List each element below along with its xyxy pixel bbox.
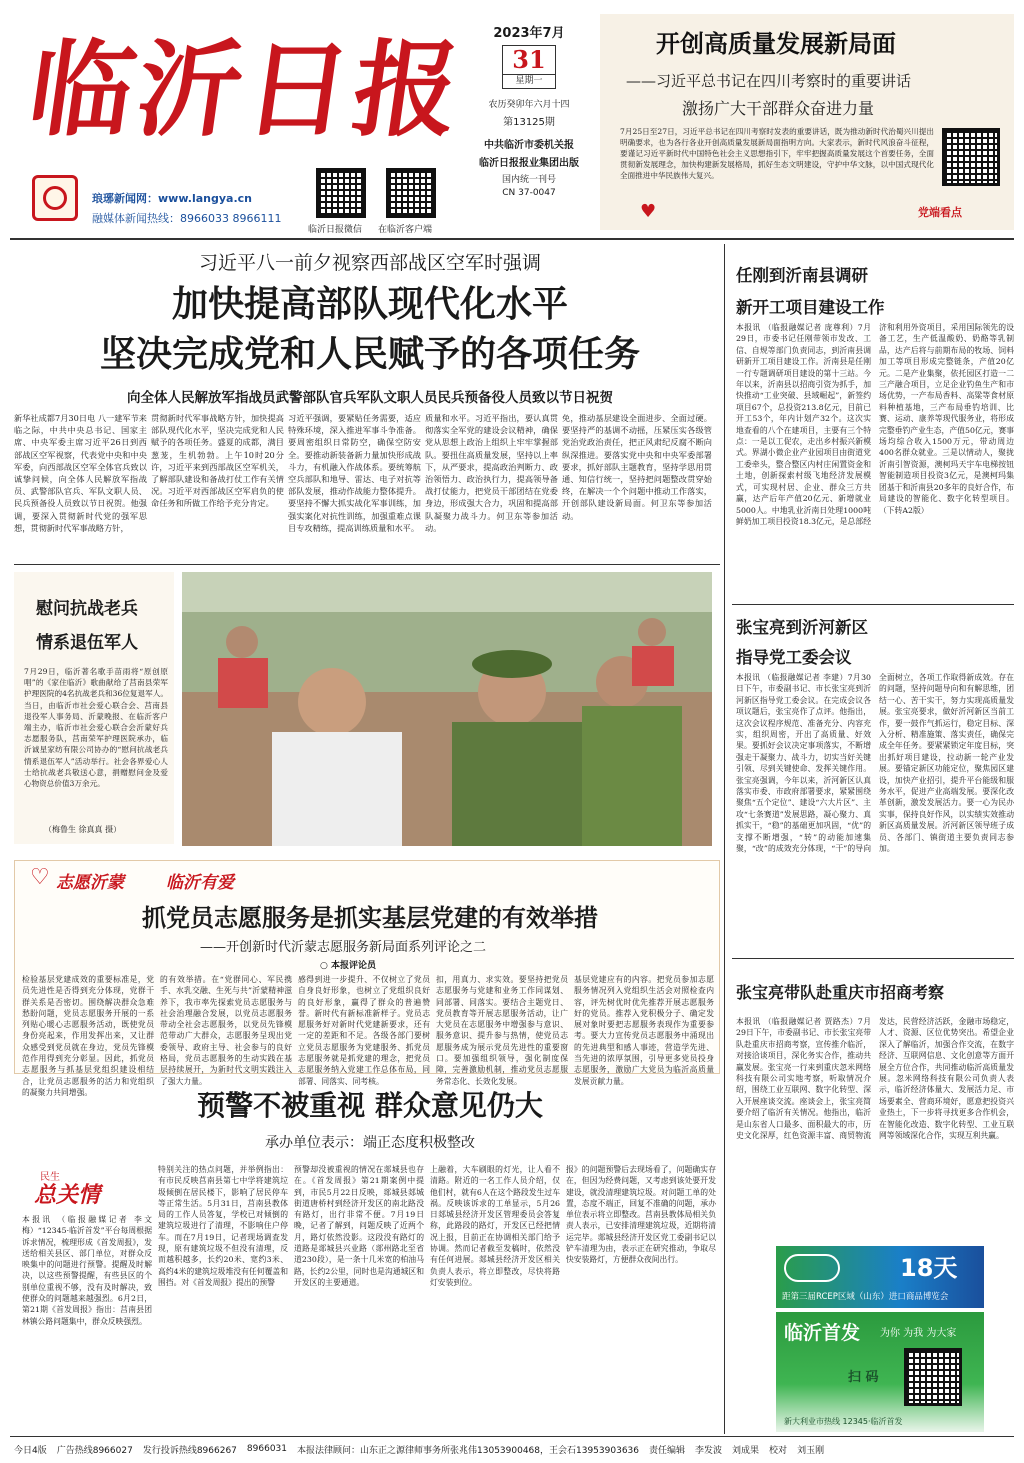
- footer-proofreader: 刘玉刚: [797, 1445, 825, 1456]
- rcep-ad-logo: [784, 1254, 840, 1282]
- commentary-subtitle: ——开创新时代沂蒙志愿服务新局面系列评论之二: [200, 940, 487, 955]
- right2-divider: [732, 958, 1014, 959]
- lead-title1[interactable]: 加快提高部队现代化水平: [171, 284, 568, 325]
- footer-legal-counsel: 本报法律顾问：山东正之源律师事务所张兆伟13053900468，王会石13953903636: [297, 1445, 639, 1456]
- top-feature-sub1: ——习近平总书记在四川考察时的重要讲话: [626, 72, 912, 90]
- right1-title2[interactable]: 新开工项目建设工作: [736, 298, 885, 317]
- bottom-col5: 报》的问题预警后去现场看了，问题确实存在，但因为经费问题，又考虑到该处要开发建设，就没清理建筑垃圾。对问题工单的处置，态度不端正，回复不准确的问题，承办单位表示将立即整改。莒南县教体局相关负责人表示，已安排清理建筑垃圾，近期将清运完毕。郯城县经济开发区党工委副书记以铲车清理为由，表示正在研究推动，争取尽快安装路灯，方便群众夜间出行。: [566, 1165, 716, 1265]
- bottom-col1: 本报讯 （临报融媒记者 李文梅）“12345·临沂首发”平台每周根据诉求情况，梳理形成《首发周报》，发送给相关县区、部门单位，对群众反映集中的问题进行预警。提醒及时解决，以这些预警提醒，有些县区的个别单位重视不够，没有及时解决，致使群众的问题越来越强烈。6月2日，第21期《首发周报》指出：莒南县团林镇公路问题集中，群众反映强烈。: [22, 1215, 152, 1326]
- footer-editor-2: 刘成果: [732, 1445, 760, 1456]
- commentary-col3: 感得到进一步提升、不仅树立了党员自身良好形象，也树立了党组织良好的良好形象，赢得了群众的普遍赞誉。新时代有新标准新样子。党员志愿服务好对新时代党建新要求，还有一定的差距和不足。各级各部门要树立党员志愿服务为党建服务、抓党员志愿服务就是抓党建的理念，把党员志愿服务纳入党建工作总体布局，同部署、同落实、同考核。: [298, 975, 430, 1086]
- top-feature-headline: 开创高质量发展新局面: [656, 29, 896, 58]
- photo-credit: （梅鲁生 徐真真 摄）: [44, 825, 122, 834]
- top-feature-body: 7月25日至27日，习近平总书记在四川考察时发表的重要讲话，既为推动新时代治蜀兴川提出明确要求，也为各行各业开创高质量发展新局面指明方向。大家表示，新时代风浪奋斗征程，要谨记习近平新时代中国特色社会主义思想指引下，牢牢把握高质量发展这个首要任务，全面贯彻新发展理念，加快构建新发展格局，抓好生态文明建设，守护中华文脉，以中国式现代化全面推进中华民族伟大复兴。: [620, 127, 934, 180]
- footer-bar: [14, 1440, 1014, 1458]
- bottom-col3: 预警却没被重视的情况在郯城县也存在。《首发周报》第21期案例中提到，市民5月22日反映，郯城县郯城街道唐桥村到经济开发区的南北路没有路灯，出行非常不便。7月19日晚，记者了解到，问题反映了近两个月，路灯依然没影。这段没有路灯的道路是郯城县兴业路（郯州路北至省道230段），是一条十几米宽的柏油马路，长约2公里，同时也是沟通城区和开发区的主要通道。: [294, 1165, 424, 1287]
- heart-icon: ♥: [640, 201, 657, 222]
- right2-body: 本报讯 （临报融媒记者 李建）7月30日下午，市委副书记、市长张宝亮到沂河新区指导党工委会议。在完成会议各项议题后，张宝亮作了点评。他指出，这次会议程序规范、准备充分、内容充实，组织周密，开出了高质量、好效果。要抓好会议决定事项落实，不断增强走干凝聚力、战斗力，切实当好关键引领、尽到关键使命、发挥关键作用。张宝亮强调，今年以来，沂河新区认真落实市委、市政府部署要求，紧紧围绕聚焦“五个定位”、建设“六大片区”、主攻“七条赛道”发展思路，凝心聚力、真抓实干，“稳”的基础更加巩固，“优”的支撑不断增强，“转”的动能加速集聚，“改”的成效充分体现，“干”的导向全面树立，各项工作取得新成效。存在的问题，坚持问题导向和有解思维，团结一心、苦干实干，努力实现高质量发展。张宝亮要求，做好沂河新区当前工作，要一鼓作气抓运行，稳定目标、深入分析、精准施策、落实责任，确保完成全年任务。要紧紧锁定年度目标，突出抓好项目建设，拉动新一轮产业发展。要锚定新区功能定位，聚焦园区建设，加快产业招引，提升平台能级和服务水平，促进产业高端发展。要深化改革创新，激发发展活力。要一心为民办实事，保持良好作风，以实绩实效推动新区高质量发展。沂河新区领导班子成员、各部门、镇街道主要负责同志参加。: [736, 673, 1014, 854]
- bottom-subtitle: 承办单位表示：端正态度积极整改: [265, 1135, 475, 1151]
- commentary-col5: 基层党建应有的内容。把党员参加志愿服务情况列入党组织生活会对照检查内容，评先树优时优先推荐开展志愿服务好的党员。推荐入党积极分子、确定发展对象时要把志愿服务表现作为重要参考。要大力宣传党员志愿服务中涌现出的先进典型和感人事迹，营造学先进、当先进的浓厚氛围，引导更多党员投身志愿服务，激励广大党员为临沂高质量发展贡献力量。: [574, 975, 714, 1086]
- cn-code-line1: 国内统一刊号: [501, 175, 556, 185]
- veterans-photo-illustration: [182, 572, 712, 846]
- date-weekday: 星期一: [503, 74, 555, 88]
- footer-ad-hotline: 广告热线8966027: [56, 1445, 133, 1456]
- issue-number: 第13125期: [503, 117, 555, 128]
- lead-subtitle: 向全体人民解放军指战员武警部队官兵军队文职人员民兵预备役人员致以节日祝贺: [127, 390, 613, 406]
- commentary-logo-text2: 临沂有爱: [166, 873, 234, 893]
- lunar-date: 农历癸卯年六月十四: [488, 100, 570, 110]
- seal-emblem: [32, 175, 78, 221]
- commentary-title[interactable]: 抓党员志愿服务是抓实基层党建的有效举措: [142, 904, 598, 932]
- lead-col2: 贯彻新时代军事战略方针，加快提高部队现代化水平，坚决完成党和人民赋予的各项任务。盛夏的成都，满目葱茏，生机勃勃。上午10时20分许，习近平来到西部战区空军机关，了解部队建设和备战打仗工作有关情况。习近平对西部战区空军肩负的使命任务和所做工作给予充分肯定。: [151, 413, 284, 509]
- shoufa-title: 临沂首发: [784, 1322, 861, 1344]
- rcep-days: 18天: [900, 1254, 958, 1282]
- right3-body: 本报讯 （临报融媒记者 贾路杰）7月29日下午，市委副书记、市长张宝亮带队赴重庆市招商考察，宣传推介临沂，对接洽谈项目，深化务实合作，推动共赢发展。张宝亮一行来到重庆忽米网络科技有限公司实地考察，听取情况介绍，围绕工业互联网、数字化转型、深入开展座谈交流。座谈会上，张宝亮简要介绍了临沂有关情况。他指出，临沂是山东省人口最多、面积最大的市，历史文化深厚，红色资源丰富、商贸物流发达，民营经济活跃，金融市场稳定，人才、资源、区位优势突出。希望企业深入了解临沂，加强合作交流，在数字经济、互联网信息、文化创意等方面开展全方位合作，共同推动临沂高质量发展。忽米网络科技有限公司负责人表示，临沂经济体量大、发展活力足、市场要素全、营商环境好，愿意把投资兴业热土，下一步将寻找更多合作机会，在智能化改造、数字化转型、工业互联网等领域深化合作，实现互利共赢。: [736, 1017, 1014, 1141]
- top-feature-corner-label: 党端看点: [918, 206, 962, 219]
- website-text[interactable]: 琅琊新闻网：www.langya.cn: [92, 192, 252, 205]
- bottom-col4: 上融着，大车刷眼的灯光，让人看不清路。附近的一名工作人员介绍，仅他们村，就有6人在这个路段发生过车祸。反映该诉求的工单显示，5月26日郯城县经济开发区管理委员会答复称，此路段的路灯，开发区已经把情况上报，目前正在协调相关部门给予协调。然而记者截至发稿时，依然没有任何进展。郯城县经济开发区相关负责人表示，将立即整改，尽快将路灯安装到位。: [430, 1165, 560, 1287]
- publisher-line1: 中共临沂市委机关报: [484, 140, 574, 151]
- volunteer-heart-icon: ♡: [30, 865, 50, 890]
- right3-title[interactable]: 张宝亮带队赴重庆市招商考察: [736, 983, 945, 1002]
- footer-editor-label: 责任编辑: [649, 1445, 686, 1456]
- newspaper-logo: 临沂日报: [21, 28, 471, 151]
- footer-distribution-hotline: 发行投诉热线8966267: [142, 1445, 237, 1456]
- footer-pages: 今日4版: [14, 1445, 47, 1456]
- masthead: [10, 10, 471, 235]
- publisher-line2: 临沂日报报业集团出版: [479, 158, 579, 169]
- top-feature-qr[interactable]: [942, 128, 1000, 186]
- footer-editor-1: 李发波: [695, 1445, 723, 1456]
- hotline-text: 融媒体新闻热线：8966033 8966111: [92, 212, 282, 225]
- footer-phone: 8966031: [246, 1444, 288, 1454]
- rcep-line: 距第三届RCEP区域（山东）进口商品博览会: [782, 1292, 949, 1302]
- photo-caption-box: [14, 572, 174, 844]
- bottom-logo-small: 民生: [40, 1172, 60, 1183]
- qr-label-wechat: 临沂日报微信: [308, 225, 363, 235]
- commentary-col2: 的有效举措。在“党群同心、军民携手、水乳交融、生死与共”沂蒙精神滋养下，我市率先探索党员志愿服务与社会治理融合发展，以党员志愿服务带动全社会志愿服务，以党员先锋模范带动广大群众，志愿服务呈现出党委领导、政府主导、社会参与的良好格局，党员志愿服务的生动实践在基层持续展开，为新时代文明实践注入了强大力量。: [160, 975, 292, 1086]
- footer-proof-label: 校对: [769, 1445, 788, 1456]
- photo-top-divider: [14, 564, 720, 565]
- lead-col3: 习近平强调，要紧贴任务需要，适应特殊环境，深入推进军事斗争准备。要周密组织日常防空，确保空防安全。要推动新装备新力量加快形成战斗力，有机融入作战体系。要统筹航空兵部队和地导、雷达、电子对抗等部队发展，推动作战能力整体提升。要坚持不懈大抓实战化军事训练，加强实案化对抗性训练，加强重难点课目专攻精练，提高训练质量和水平。: [288, 413, 421, 533]
- veterans-photo[interactable]: [182, 572, 712, 846]
- commentary-col4: 扣，用真力、求实效。要坚持把党员志愿服务与党建和业务工作同谋划、同部署、同落实。要结合主题党日、党员教育等开展志愿服务活动，让广大党员在志愿服务中增强参与意识、服务意识、提升参与热情，使党员志愿服务成为展示党员先进性的重要窗口。要加强组织领导，强化制度保障，完善激励机制，推动党员志愿服务常态化、长效化发展。: [436, 975, 568, 1086]
- bottom-col2: 特别关注的热点问题，并举例指出：有市民反映莒南县第七中学将建筑垃圾倾倒在居民楼下，影响了居民停车等正常生活。5月31日，莒南县教体局的工作人员答复，学校已对倾倒的建筑垃圾进行了清理，不影响住户停车。而在7月19日，记者现场调查发现，原有建筑垃圾不但没有清理，反而越积越多，长约20米、宽约3米、高约4米的建筑垃圾堆没有任何覆盖和围挡。对《首发周报》提出的预警: [158, 1165, 288, 1287]
- photo-title2: 情系退伍军人: [36, 633, 138, 653]
- bottom-title[interactable]: 预警不被重视 群众意见仍大: [197, 1089, 543, 1122]
- top-feature-box[interactable]: [600, 14, 1014, 230]
- right1-body: 本报讯 （临报融媒记者 庞尊利）7月29日，市委书记任刚带领市发改、工信、自规等部门负责同志，到沂南县调研新开工项目建设工作。沂南县是任刚一行专题调研项目建设的第十三站。今年以来，沂南县以招商引资为抓手，加快推动“工业突破、县域崛起”，新签约项目67个，总投资213.8亿元，目前已开工53个，年内计划产32个。这次实地查看的八个在建项目，主要有三个特点：一是以工促农，走出乡村振兴新模式。界湖小微企业产业园项目由街道党工委牵头，整合整区内村庄闲置资金和土地，创新探索村级飞地经济发展模式，可实现村居、企业、群众三方共赢，达产后年产值20亿元、新增就业5000人。中地乳业沂南日处理1000吨鲜奶加工项目投资18.3亿元，是总部经济和利用外资项目，采用国际领先的设备工艺，生产低温酸奶、奶酪等乳制品，达产后将与前期布局的牧场、饲料加工等项目形成完整链条，产值20亿元。二是产业集聚，依托园区打造一二三产融合项目，立足企业钓鱼生产和市场优势，一产布局香料、高粱等食材原料种植基地，三产布局垂钓培训、比赛、运动、康养等现代服务业，将形成完整垂钓产业生态，产值50亿元，赛事场均综合收入1500万元，带动周边400名群众就业。三是以情动人，聚拢沂南引智资源，澳柯玛天宇车电梯按钮智能制造项目投资3亿元，是澳柯玛集团基于和沂南县20多年的良好合作，布局建设的智能化、数字化转型项目。（下转A2版）: [736, 323, 1014, 526]
- rcep-ad[interactable]: [776, 1246, 984, 1308]
- lead-title2[interactable]: 坚决完成党和人民赋予的各项任务: [99, 334, 640, 375]
- footer-divider: [10, 1436, 1014, 1437]
- lead-kicker: 习近平八一前夕视察西部战区空军时强调: [198, 252, 541, 274]
- lead-col5: 免，推动基层建设全面进步、全面过硬。要坚持严的基调不动摇，压紧压实各级管党治党政治责任，把正风肃纪反腐不断向纵深推进。要落实党中央和中央军委部署要求，抓好部队主题教育，坚持学思用贯通、知信行统一，坚持把问题整改贯穿始终，在解决一个个问题中推动工作落实，开创部队建设新局面。何卫东等参加活动。: [562, 413, 712, 521]
- qr-code-wechat[interactable]: [316, 168, 366, 218]
- commentary-logo-text: 志愿沂蒙: [56, 873, 124, 893]
- right2-title2[interactable]: 指导党工委会议: [736, 648, 852, 667]
- qr-code-app[interactable]: [386, 168, 436, 218]
- right1-title1[interactable]: 任刚到沂南县调研: [736, 266, 868, 285]
- masthead-divider: [10, 238, 1014, 240]
- photo-title1: 慰问抗战老兵: [36, 599, 138, 619]
- date-box: [466, 18, 592, 228]
- date-year-month: 2023年7月: [493, 26, 565, 41]
- qr-label-app: 在临沂客户端: [378, 225, 433, 235]
- lead-col1: 新华社成都7月30日电 八一建军节来临之际，中共中央总书记、国家主席、中央军委主席习近平26日到西部战区空军视察，代表党中央和中央军委，向西部战区空军全体官兵致以诚挚问候，向全体人民解放军指战员、武警部队官兵、军队文职人员、民兵预备役人员致以节日祝贺。他强调，要深入贯彻新时代党的强军思想，贯彻新时代军事战略方针，: [14, 413, 147, 533]
- shoufa-scan: 扫 码: [848, 1370, 879, 1385]
- date-day: 31: [512, 45, 546, 74]
- shoufa-footer: 新大利业市热线 12345·临沂首发: [784, 1417, 903, 1426]
- shoufa-qr[interactable]: [904, 1348, 962, 1406]
- linyi-shoufa-ad[interactable]: [776, 1312, 984, 1432]
- shoufa-slogan: 为你 为我 为大家: [880, 1328, 957, 1339]
- bottom-logo: 总关情: [34, 1182, 101, 1208]
- right1-divider: [732, 604, 1014, 605]
- top-feature-sub2: 激扬广大干部群众奋进力量: [682, 99, 875, 118]
- right2-title1[interactable]: 张宝亮到沂河新区: [736, 618, 868, 637]
- cn-code-line2: CN 37-0047: [502, 188, 556, 198]
- commentary-byline: ○ 本报评论员: [320, 961, 376, 971]
- commentary-col1: 检验基层党建成效的重要标准是，党员先进性是否得到充分体现，党群干群关系是否密切。围绕解决群众急难愁盼问题，党员志愿服务开展的一系列贴心暖心志愿服务活动，既使党员身份亮起来，作用发挥出来，又让群众感受到党员就在身边，党员先锋模范作用得到充分彰显。因此，抓党员志愿服务与抓基层党组织建设相结合，让党员志愿服务的活力和党组织的凝聚力共同增强。: [22, 975, 154, 1097]
- photo-body: 7月29日，临沂著名歌手苗雨将“原创原唱”的《家住临沂》歌曲献给了莒南县荣军护理医院的4名抗战老兵和36位复退军人。当日，由临沂市社会爱心联合会、莒南县退役军人事务局、沂蒙晚报、在临沂客户端主办，临沂市社会爱心联合会沂蒙好兵志愿服务队，莒南荣军护理医院承办，临沂诚星家纺有限公司协办的“慰问抗战老兵 情系退伍军人”活动举行。社会各界爱心人士给抗战老兵敬送心意，捐赠慰问金及爱心物资总价值3万余元。: [24, 667, 168, 789]
- main-right-divider: [724, 244, 725, 1434]
- lead-col4: 质量和水平。习近平指出，要认真贯彻落实全军党的建设会议精神，确保党从思想上政治上组织上牢牢掌握部队。要扭住高质量发展，坚持以上率下，从严要求，提高政治判断力、政治领悟力、政治执行力，提高领导备战打仗能力，把党员干部团结在党委身边，形成强大合力，巩固和提高部队凝聚力战斗力。何卫东等参加活动。: [425, 413, 558, 533]
